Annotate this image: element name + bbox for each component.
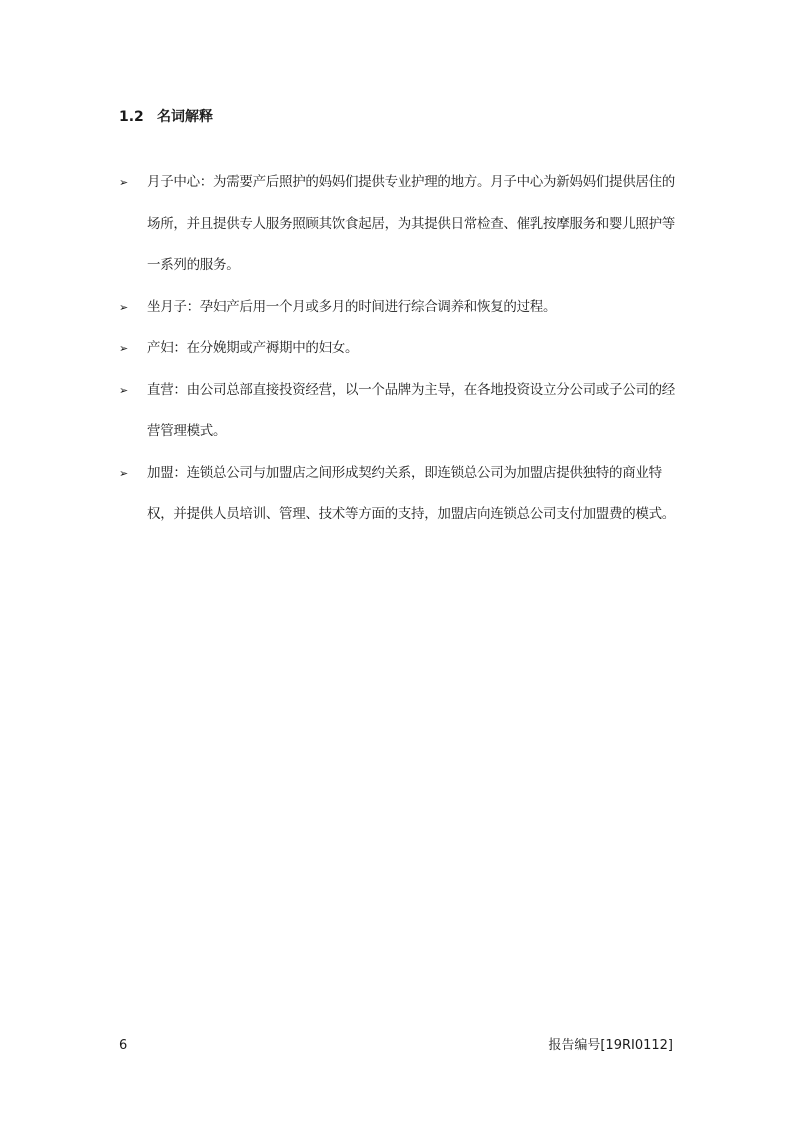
definition-item (119, 370, 679, 453)
arrowhead-bullet-icon: ➢ (119, 300, 128, 314)
definition-item (119, 328, 679, 370)
arrowhead-bullet-icon: ➢ (119, 466, 128, 480)
definition-item (119, 162, 679, 287)
definition-item (119, 453, 679, 536)
section-heading (119, 108, 213, 126)
arrowhead-bullet-icon: ➢ (119, 383, 128, 397)
definition-text: 加盟：连锁总公司与加盟店之间形成契约关系，即连锁总公司为加盟店提供独特的商业特权，并提供人员培训、管理、技术等方面的支持，加盟店向连锁总公司支付加盟费的模式。 (147, 464, 675, 522)
arrowhead-bullet-icon: ➢ (119, 176, 128, 189)
footer-report-number: 报告编号[19RI0112] (548, 1038, 673, 1053)
footer-page-number: 6 (119, 1038, 128, 1053)
definition-text: 月子中心：为需要产后照护的妈妈们提供专业护理的地方。月子中心为新妈妈们提供居住的场所，并且提供专人服务照顾其饮食起居，为其提供日常检查、催乳按摩服务和婴儿照护等一系列的服务。 (147, 174, 675, 273)
arrowhead-bullet-icon: ➢ (119, 342, 128, 355)
definition-list (119, 162, 679, 536)
definition-text: 坐月子：孕妇产后用一个月或多月的时间进行综合调养和恢复的过程。 (147, 298, 557, 315)
definition-text: 直营：由公司总部直接投资经营，以一个品牌为主导，在各地投资设立分公司或子公司的经营管理模式。 (147, 381, 675, 439)
section-title: 名词解释 (157, 109, 213, 125)
definition-text: 产妇：在分娩期或产褥期中的妇女。 (147, 340, 359, 356)
definition-item (119, 287, 679, 329)
section-number: 1.2 (119, 109, 144, 125)
